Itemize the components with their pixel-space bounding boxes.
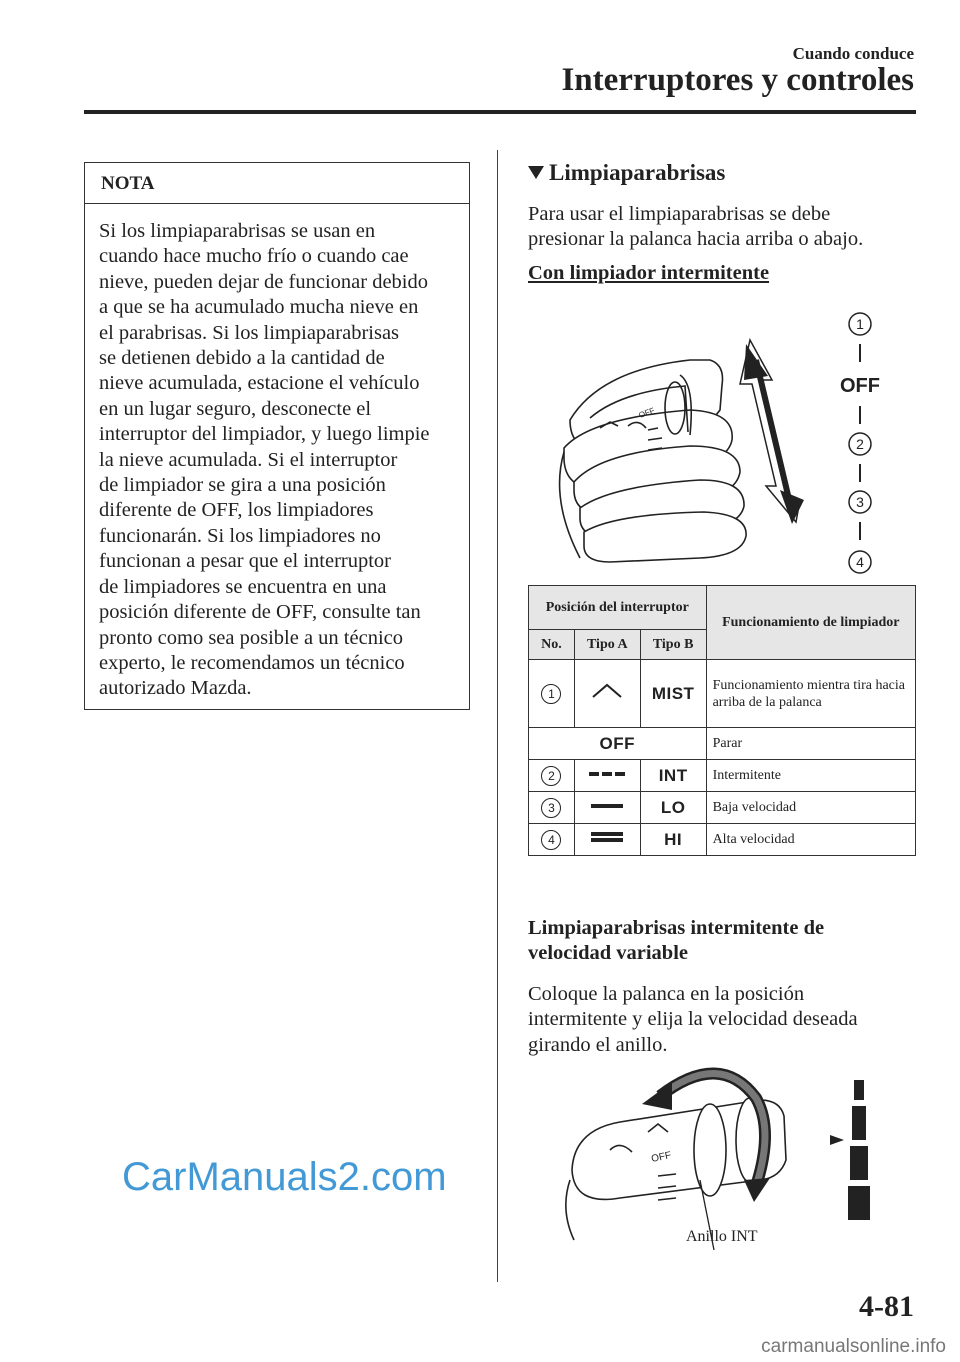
function-text: Baja velocidad (706, 792, 915, 824)
type-b-symbol: INT (658, 765, 688, 785)
chapter-title: Interruptores y controles (561, 62, 914, 98)
function-text: Parar (706, 728, 915, 760)
variable-heading (528, 916, 824, 966)
speed-scale-icon (830, 1080, 870, 1220)
position-label: 2 (856, 436, 864, 452)
note-line: funcionan a pesar que el interruptor (99, 550, 392, 573)
note-header (85, 163, 469, 204)
int-ring-illustration (560, 1060, 920, 1250)
type-b-symbol: LO (660, 797, 686, 817)
position-scale (840, 313, 880, 573)
heading-line: velocidad variable (528, 942, 689, 964)
note-line: posición diferente de OFF, consulte tan (99, 601, 421, 624)
table-row (529, 824, 916, 856)
wiper-lever-illustration (540, 300, 920, 580)
column-divider (497, 150, 498, 1282)
note-line: experto, le recomendamos un técnico (99, 651, 405, 674)
col-no: No. (529, 630, 575, 660)
position-number: 4 (541, 830, 561, 850)
triangle-bullet-icon (528, 166, 544, 179)
note-line: a que se ha acumulado mucha nieve en (99, 296, 419, 319)
note-line: cuando hace mucho frío o cuando cae (99, 245, 409, 268)
intro-paragraph (528, 202, 863, 253)
header-function: Funcionamiento de limpiador (706, 586, 915, 660)
body-line: girando el anillo. (528, 1033, 668, 1056)
svg-text:OFF: OFF (650, 1150, 673, 1165)
position-label: 4 (856, 554, 864, 570)
position-number: 3 (541, 798, 561, 818)
intermittent-dashes-icon (587, 769, 627, 779)
note-line: nieve acumulada, estacione el vehículo (99, 372, 420, 395)
high-speed-bars-icon (587, 830, 627, 844)
note-line: nieve, pueden dejar de funcionar debido (99, 270, 429, 293)
function-text: Alta velocidad (706, 824, 915, 856)
position-number: 2 (541, 766, 561, 786)
body-line: intermitente y elija la velocidad deseada (528, 1008, 858, 1031)
table-row (529, 792, 916, 824)
note-line: funcionarán. Si los limpiadores no (99, 524, 381, 547)
note-line: de limpiador se gira a una posición (99, 474, 386, 497)
note-line: interruptor del limpiador, y luego limpie (99, 423, 430, 446)
lever-drawing (560, 360, 747, 562)
section-title-text: Limpiaparabrisas (549, 160, 726, 185)
watermark: CarManuals2.com (122, 1155, 447, 1199)
section-title (528, 160, 725, 186)
note-title: NOTA (101, 173, 155, 194)
note-line: la nieve acumulada. Si el interruptor (99, 448, 398, 471)
note-line: en un lugar seguro, desconecte el (99, 397, 372, 420)
note-line: el parabrisas. Si los limpiaparabrisas (99, 321, 400, 344)
svg-text:OFF: OFF (637, 405, 656, 420)
body-line: Coloque la palanca en la posición (528, 983, 805, 1005)
double-arrow-icon (740, 340, 804, 524)
mist-caret-icon (587, 682, 627, 700)
note-line: diferente de OFF, los limpiadores (99, 499, 374, 522)
heading-line: Limpiaparabrisas intermitente de (528, 917, 825, 939)
note-line: pronto como sea posible a un técnico (99, 626, 403, 649)
note-line: de limpiadores se encuentra en una (99, 575, 387, 598)
function-text: Funcionamiento mientra tira hacia arriba de la palanca (706, 660, 915, 728)
subheading: Con limpiador intermitente (528, 262, 770, 284)
position-number: 1 (541, 684, 561, 704)
note-line: Si los limpiaparabrisas se usan en (99, 220, 376, 242)
low-speed-bar-icon (587, 801, 627, 811)
type-b-symbol: HI (664, 829, 683, 849)
col-type-a: Tipo A (574, 630, 640, 660)
page-number: 4-81 (859, 1290, 914, 1323)
footer-watermark: carmanualsonline.info (761, 1336, 946, 1357)
table-row (529, 760, 916, 792)
position-label: 3 (856, 494, 864, 510)
intro-line: Para usar el limpiaparabrisas se debe (528, 203, 831, 225)
type-b-symbol: MIST (651, 683, 695, 703)
ring-label: Anillo INT (686, 1228, 758, 1245)
note-box (84, 162, 470, 710)
note-line: se detienen debido a la cantidad de (99, 347, 385, 370)
function-text: Intermitente (706, 760, 915, 792)
position-label: OFF (840, 375, 880, 397)
off-symbol: OFF (599, 733, 636, 753)
table-row (529, 660, 916, 728)
header-position: Posición del interruptor (529, 586, 707, 630)
intro-line: presionar la palanca hacia arriba o abajo. (528, 228, 864, 251)
col-type-b: Tipo B (640, 630, 706, 660)
chapter-subtitle: Cuando conduce (792, 44, 914, 63)
note-line: autorizado Mazda. (99, 677, 252, 700)
header-rule (84, 110, 916, 114)
note-body (99, 219, 461, 702)
wiper-position-table (528, 585, 916, 856)
table-row (529, 728, 916, 760)
variable-body (528, 982, 858, 1058)
position-label: 1 (856, 316, 864, 332)
